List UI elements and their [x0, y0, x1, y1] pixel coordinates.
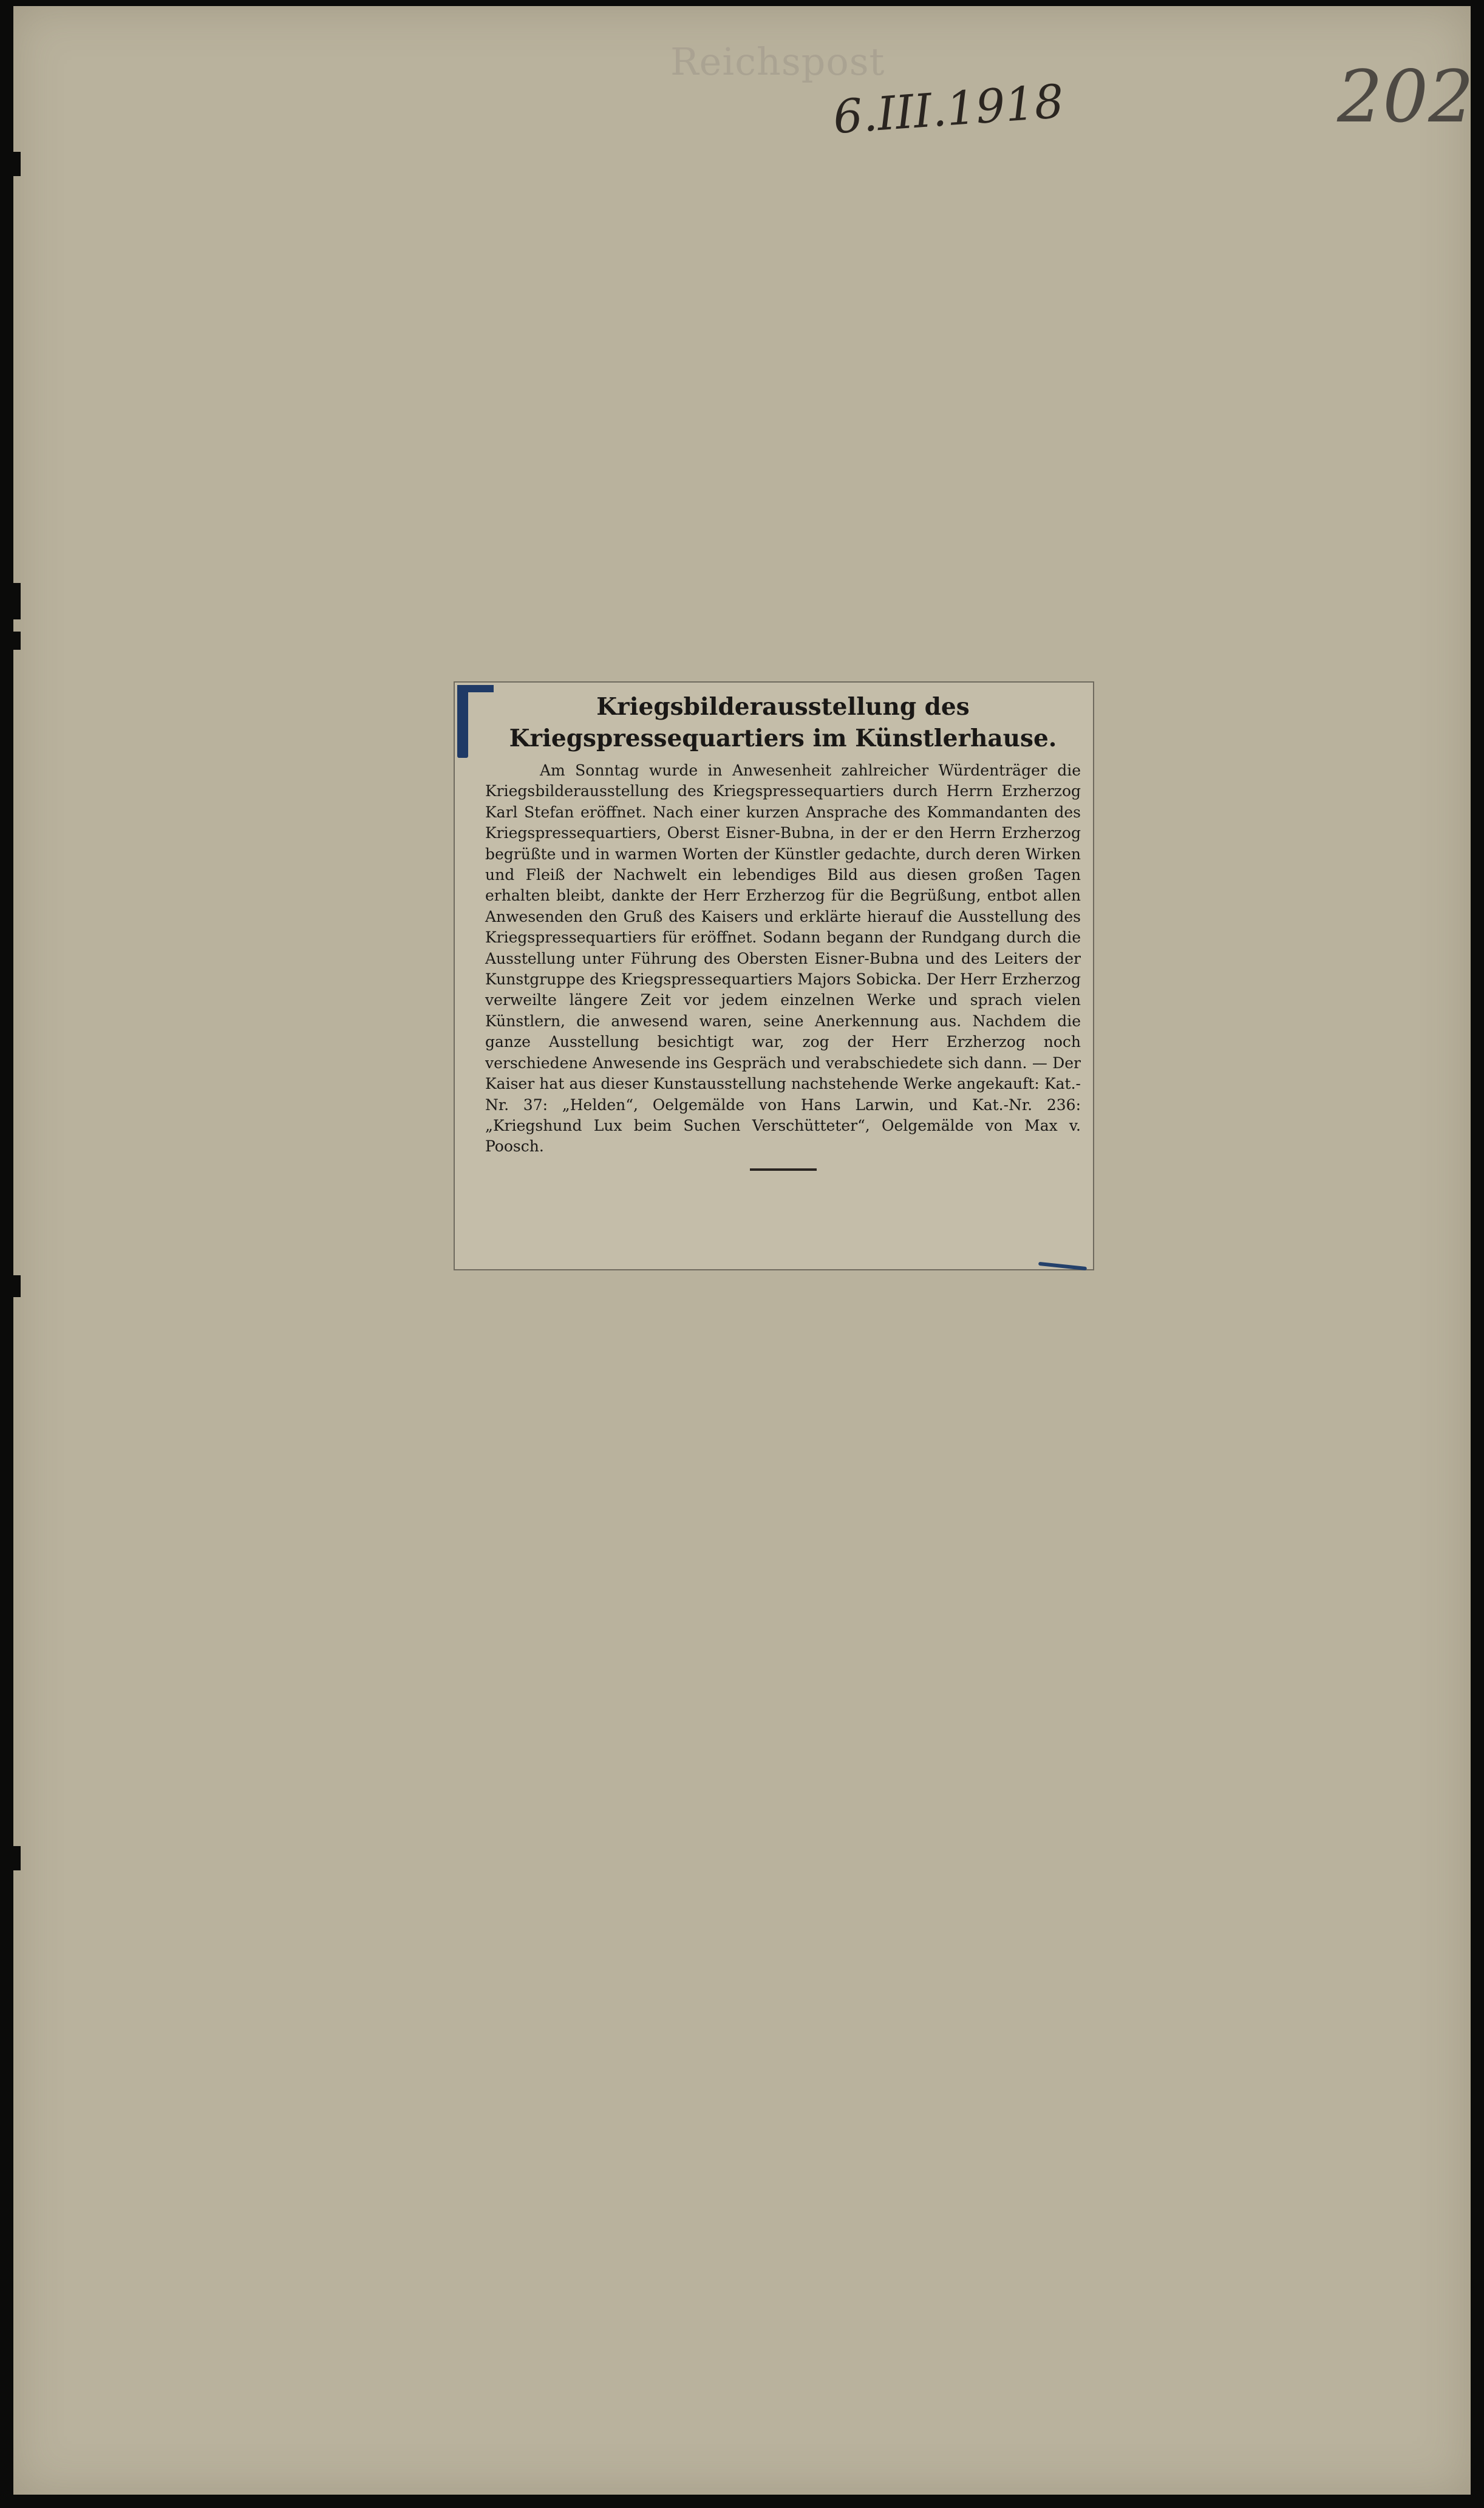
torn-edge [11, 1275, 21, 1297]
handwritten-date: 6.III.1918 [831, 73, 1066, 145]
blue-pencil-scribble [1038, 1262, 1087, 1270]
newspaper-stamp: Reichspost [670, 39, 885, 84]
archive-sheet [13, 6, 1474, 2495]
blue-pencil-mark-top [457, 685, 494, 692]
newspaper-clipping [454, 681, 1094, 1270]
page-number: 202 [1337, 55, 1474, 138]
end-rule [750, 1168, 817, 1171]
article-body: Am Sonntag wurde in Anwesenheit zahlreicher Würdenträger die Kriegsbilderausstellung des Kriegspressequartiers durch Herrn Erzherzog Karl Stefan eröffnet. Nach einer kurzen Ansprache des Kommandanten des Kriegspressequartiers, Oberst Eisner-Bubna, in der er den Herrn Erzherzog begrüßte und in warmen Worten der Künstler gedachte, durch deren Wirken und Fleiß der Nachwelt ein lebendiges Bild aus diesen großen Tagen erhalten bleibt, dankte der Herr Erzherzog für die Begrüßung, entbot allen Anwesenden den Gruß des Kaisers und erklärte hierauf die Ausstellung des Kriegspressequartiers für eröffnet. Sodann begann der Rundgang durch die Ausstellung unter Führung des Obersten Eisner-Bubna und des Leiters der Kunstgruppe des Kriegspressequartiers Majors Sobicka. Der Herr Erzherzog verweilte längere Zeit vor jedem einzelnen Werke und sprach vielen Künstlern, die anwesend waren, seine Anerkennung aus. Nachdem die ganze Ausstellung besichtigt war, zog der Herr Erzherzog noch verschiedene Anwesende ins Gespräch und verabschiedete sich dann. — Der Kaiser hat aus dieser Kunstausstellung nachstehende Werke angekauft: Kat.-Nr. 37: „Helden“, Oelgemälde von Hans Larwin, und Kat.-Nr. 236: „Kriegshund Lux beim Suchen Verschütteter“, Oelgemälde von Max v. Poosch. [485, 762, 1081, 1156]
torn-edge [11, 583, 21, 619]
torn-edge [11, 1846, 21, 1870]
torn-edge [11, 632, 21, 650]
blue-pencil-mark [457, 685, 468, 758]
article-title: Kriegsbilderausstellung des Kriegspressequartiers im Künstlerhause. [509, 693, 1057, 752]
torn-edge [11, 152, 21, 176]
